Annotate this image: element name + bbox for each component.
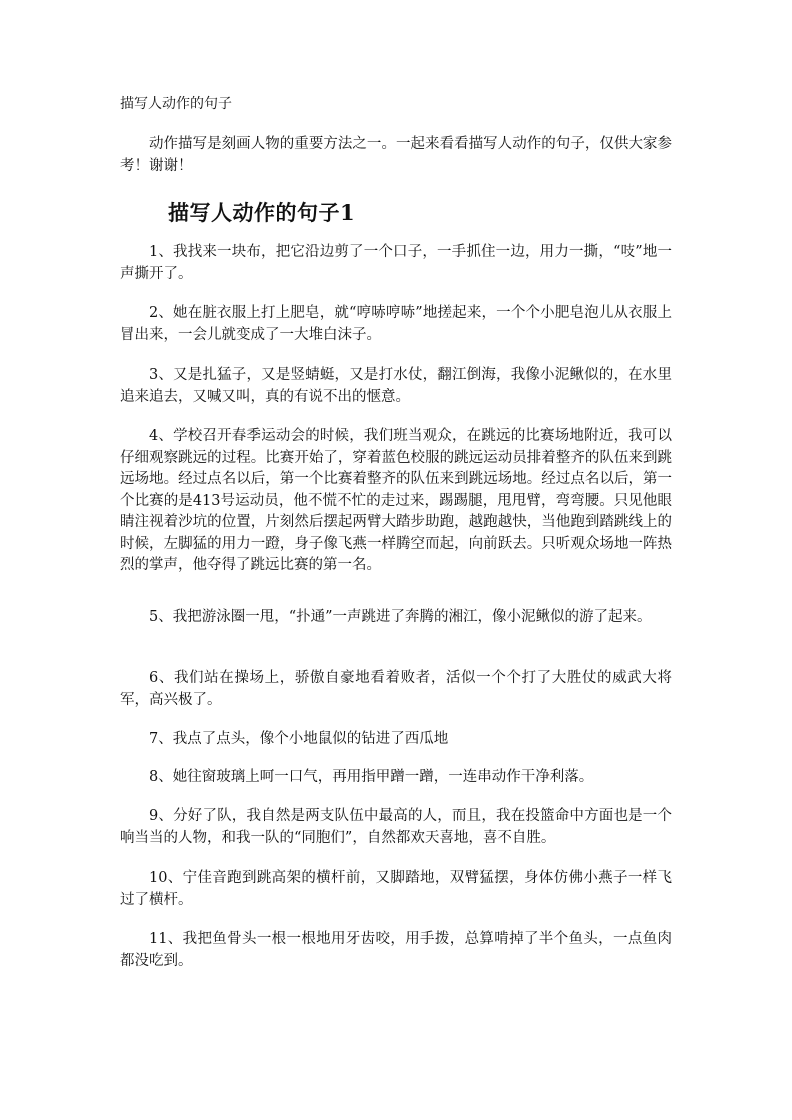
list-item: 6、我们站在操场上，骄傲自豪地看着败者，活似一个个打了大胜仗的威武大将军，高兴极了。 [120,670,672,708]
section-heading: 描写人动作的句子1 [168,200,356,225]
list-item: 11、我把鱼骨头一根一根地用牙齿咬，用手拨，总算啃掉了半个鱼头，一点鱼肉都没吃到。 [120,931,672,969]
list-item: 9、分好了队，我自然是两支队伍中最高的人，而且，我在投篮命中方面也是一个响当当的人物，和我一队的“同胞们”，自然都欢天喜地，喜不自胜。 [120,808,672,846]
list-item: 8、她往窗玻璃上呵一口气，再用指甲蹭一蹭，一连串动作干净利落。 [149,769,594,785]
list-item: 3、又是扎猛子，又是竖蜻蜓，又是打水仗，翻江倒海，我像小泥鳅似的，在水里追来追去，又喊又叫，真的有说不出的惬意。 [120,367,672,405]
list-item: 10、宁佳音跑到跳高架的横杆前，又脚踏地，双臂猛摆，身体仿佛小燕子一样飞过了横杆。 [120,870,672,908]
list-item: 4、学校召开春季运动会的时候，我们班当观众，在跳远的比赛场地附近，我可以仔细观察跳远的过程。比赛开始了，穿着蓝色校服的跳远运动员排着整齐的队伍来到跳远场地。经过点名以后，第一个比赛着整齐的队伍来到跳远场地。经过点名以后，第一个比赛的是413号运动员，他不慌不忙的走过来，踢踢腿，甩甩臂，弯弯腰。只见他眼睛注视着沙坑的位置，片刻然后摆起两臂大踏步助跑，越跑越快，当他跑到踏跳线上的时候，左脚猛的用力一蹬，身子像飞燕一样腾空而起，向前跃去。只听观众场地一阵热烈的掌声，他夺得了跳远比赛的第一名。 [120,428,672,573]
list-item: 5、我把游泳圈一甩，“扑通”一声跳进了奔腾的湘江，像小泥鳅似的游了起来。 [149,609,652,625]
list-item: 7、我点了点头，像个小地鼠似的钻进了西瓜地 [149,731,449,747]
list-item: 2、她在脏衣服上打上肥皂，就“哼哧哼哧”地搓起来，一个个小肥皂泡儿从衣服上冒出来，一会儿就变成了一大堆白沫子。 [120,305,672,343]
list-item: 1、我找来一块布，把它沿边剪了一个口子，一手抓住一边，用力一撕，“吱”地一声撕开了。 [120,244,672,282]
intro-paragraph: 动作描写是刻画人物的重要方法之一。一起来看看描写人动作的句子，仅供大家参考！谢谢！ [120,136,672,174]
document-title: 描写人动作的句子 [120,96,232,112]
